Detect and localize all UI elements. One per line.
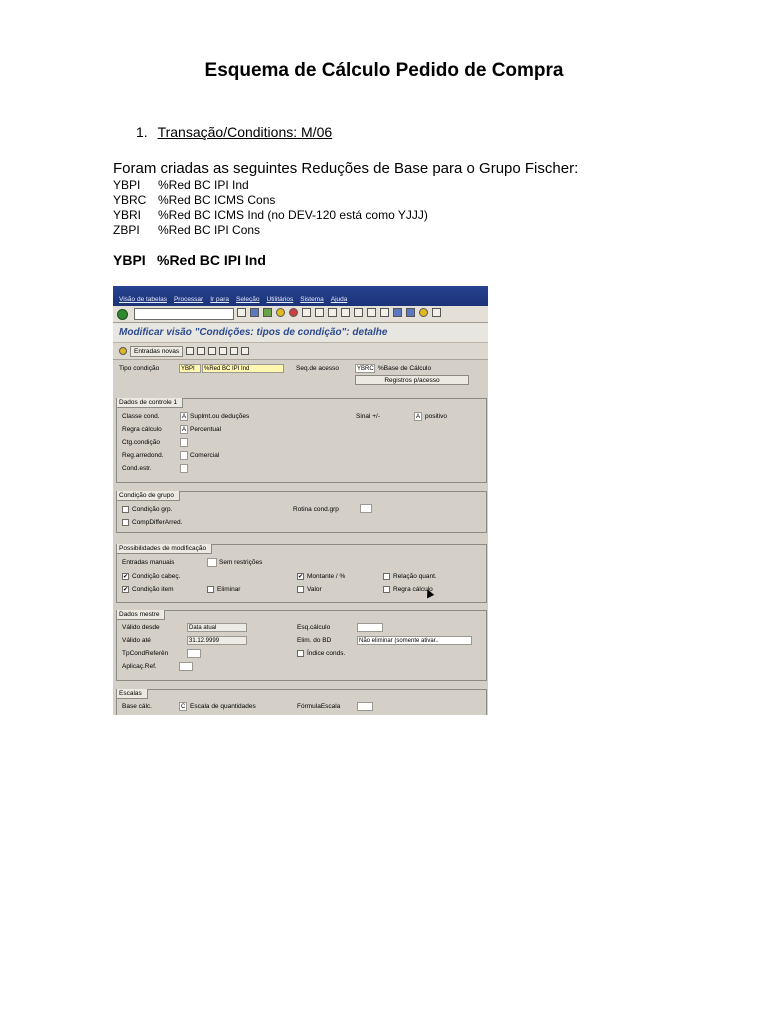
indice-label: Índice conds. [307,650,346,657]
delete-icon[interactable] [197,347,205,355]
valido-ate-label: Válido até [122,637,151,644]
cond-grp-checkbox[interactable] [122,506,129,513]
aplic-field[interactable] [179,662,193,671]
copy-icon[interactable] [186,347,194,355]
step-item [136,124,332,140]
entradas-desc: Sem restrições [219,559,263,566]
modification-group [116,544,487,603]
layout-icon[interactable] [432,308,441,317]
eliminar-label: Eliminar [217,586,241,593]
last-page-icon[interactable] [380,308,389,317]
regra-desc: Percentual [190,426,222,433]
next-entry-icon[interactable] [230,347,238,355]
formula-label: FórmulaEscala [297,703,341,710]
application-toolbar [113,343,488,360]
ctg-label: Ctg.condição [122,439,160,446]
registros-button[interactable]: Registros p/acesso [355,375,469,385]
menu-item-processar[interactable]: Processar [173,296,204,303]
esq-field[interactable] [357,623,383,632]
menu-item-ir-para[interactable]: Ir para [210,296,230,303]
cancel-icon[interactable] [289,308,298,317]
regra-calc-checkbox[interactable] [383,586,390,593]
group-title: Dados de controle 1 [117,398,183,408]
step-number: 1. [136,124,148,140]
step-link[interactable]: Transação/Conditions: M/06 [157,124,333,140]
rotina-field[interactable] [360,504,372,513]
regra-calc-label: Regra cálculo [393,586,433,593]
find-next-icon[interactable] [328,308,337,317]
header-area [113,360,488,390]
regra-label: Regra cálculo [122,426,162,433]
code-desc: %Red BC ICMS Cons [158,193,276,207]
elim-label: Elim. do BD [297,637,332,644]
code: YBRC [113,193,147,207]
base-desc: Escala de quantidades [190,703,256,710]
group-title: Dados mestre [117,610,165,620]
code-desc: %Red BC ICMS Ind (no DEV-120 está como YJJJ) [158,208,428,222]
find-icon[interactable] [315,308,324,317]
prev-entry-icon[interactable] [219,347,227,355]
group-title: Condição de grupo [117,491,180,501]
cond-label: Cond.estr. [122,465,152,472]
cond-grp-label: Condição grp. [132,506,173,513]
menu-item-ajuda[interactable]: Ajuda [330,296,348,303]
save-icon[interactable] [250,308,259,317]
valido-desde-field[interactable]: Data atual [187,623,247,632]
intro-text: Foram criadas as seguintes Reduções de Base para o Grupo Fischer: [113,160,579,177]
tipo-label: Tipo condição [119,365,160,372]
relacao-label: Relação quant. [393,573,437,580]
valido-desde-label: Válido desde [122,624,160,631]
esq-label: Esq.cálculo [297,624,331,631]
screen-title: Modificar visão "Condições: tipos de condição": detalhe [113,323,488,343]
base-label: Base cálc. [122,703,152,710]
select-all-icon[interactable] [241,347,249,355]
regra-field[interactable]: A [182,427,187,433]
reg-label: Reg.arredond. [122,452,164,459]
relacao-checkbox[interactable] [383,573,390,580]
comp-checkbox[interactable] [122,519,129,526]
code: YBPI [113,178,141,192]
classe-field[interactable]: A [182,414,187,420]
reg-desc: Comercial [190,452,220,459]
montante-checkbox[interactable]: ✔ [298,574,304,580]
subheading-code: YBPI [113,252,146,268]
subheading-desc: %Red BC IPI Ind [157,252,266,268]
list-item [113,223,428,238]
new-session-icon[interactable] [393,308,402,317]
valido-ate-field[interactable]: 31.12.9999 [187,636,247,645]
control-group [116,398,487,483]
indice-checkbox[interactable] [297,650,304,657]
cond-cabec-label: Condição cabeç. [132,573,181,580]
next-page-icon[interactable] [367,308,376,317]
print-icon[interactable] [302,308,311,317]
cond-item-label: Condição item [132,586,174,593]
shortcut-icon[interactable] [406,308,415,317]
enter-icon[interactable] [117,309,128,320]
code: YBRI [113,208,142,222]
seq-label: Seq.de acesso [296,365,340,372]
entradas-label: Entradas manuais [122,559,175,566]
codes-list [113,178,428,238]
code: ZBPI [113,223,140,237]
elim-select[interactable]: Não eliminar (somente ativar.. [357,636,472,645]
exit-icon[interactable] [276,308,285,317]
cond-cabec-checkbox[interactable]: ✔ [123,574,129,580]
valor-checkbox[interactable] [297,586,304,593]
sinal-desc: positivo [425,413,448,420]
back-icon[interactable] [263,308,272,317]
command-field[interactable] [134,308,234,320]
rotina-label: Rotina cond.grp [293,506,339,513]
back-arrow-icon[interactable] [237,308,246,317]
group-title: Escalas [117,689,148,699]
sinal-field[interactable]: A [416,414,421,420]
list-item [113,193,428,208]
eliminar-checkbox[interactable] [207,586,214,593]
cond-item-checkbox[interactable]: ✔ [123,587,129,593]
menu-bar [113,286,488,306]
menu-item-selecao[interactable]: Seleção [236,296,260,303]
entradas-field[interactable] [207,558,217,567]
cond-field[interactable] [180,464,188,473]
tipo-desc-field[interactable]: %Red BC IPI Ind [202,364,284,373]
page-title: Esquema de Cálculo Pedido de Compra [204,60,564,81]
classe-label: Classe cond. [122,413,160,420]
undo-icon[interactable] [208,347,216,355]
aplic-label: Aplicaç.Ref. [122,663,157,670]
group-title: Possibilidades de modificação [117,544,212,554]
tipo-field[interactable]: YBPI [179,364,201,373]
comp-label: CompDifferArred. [132,519,183,526]
prev-page-icon[interactable] [354,308,363,317]
new-entries-button[interactable]: Entradas novas [130,346,183,357]
group-condition-group [116,491,487,533]
pencil-icon[interactable] [119,347,127,355]
seq-desc: %Base de Cálculo [378,365,432,372]
master-data-group [116,610,487,681]
tpcond-field[interactable] [187,649,201,658]
classe-desc: Suplmt.ou deduções [190,413,250,420]
formula-field[interactable] [357,702,373,711]
valor-label: Valor [307,586,322,593]
code-desc: %Red BC IPI Cons [158,223,261,237]
code-desc: %Red BC IPI Ind [158,178,249,192]
sinal-label: Sinal +/- [356,413,381,420]
sap-screenshot [113,286,488,715]
scales-group [116,689,487,715]
seq-field[interactable]: YBRC [357,366,374,372]
list-item [113,208,428,223]
list-item [113,178,428,193]
menu-item-visao[interactable]: Visão de tabelas [119,296,167,303]
reg-field[interactable] [180,451,188,460]
menu-item-sistema[interactable]: Sistema [300,296,324,303]
subheading [113,252,266,268]
tpcond-label: TpCondReferên [122,650,169,657]
menu-item-utilitarios[interactable]: Utilitários [266,296,294,303]
montante-label: Montante / % [307,573,346,580]
first-page-icon[interactable] [341,308,350,317]
standard-toolbar [113,306,488,323]
help-icon[interactable] [419,308,428,317]
base-field[interactable]: C [181,704,186,710]
ctg-field[interactable] [180,438,188,447]
